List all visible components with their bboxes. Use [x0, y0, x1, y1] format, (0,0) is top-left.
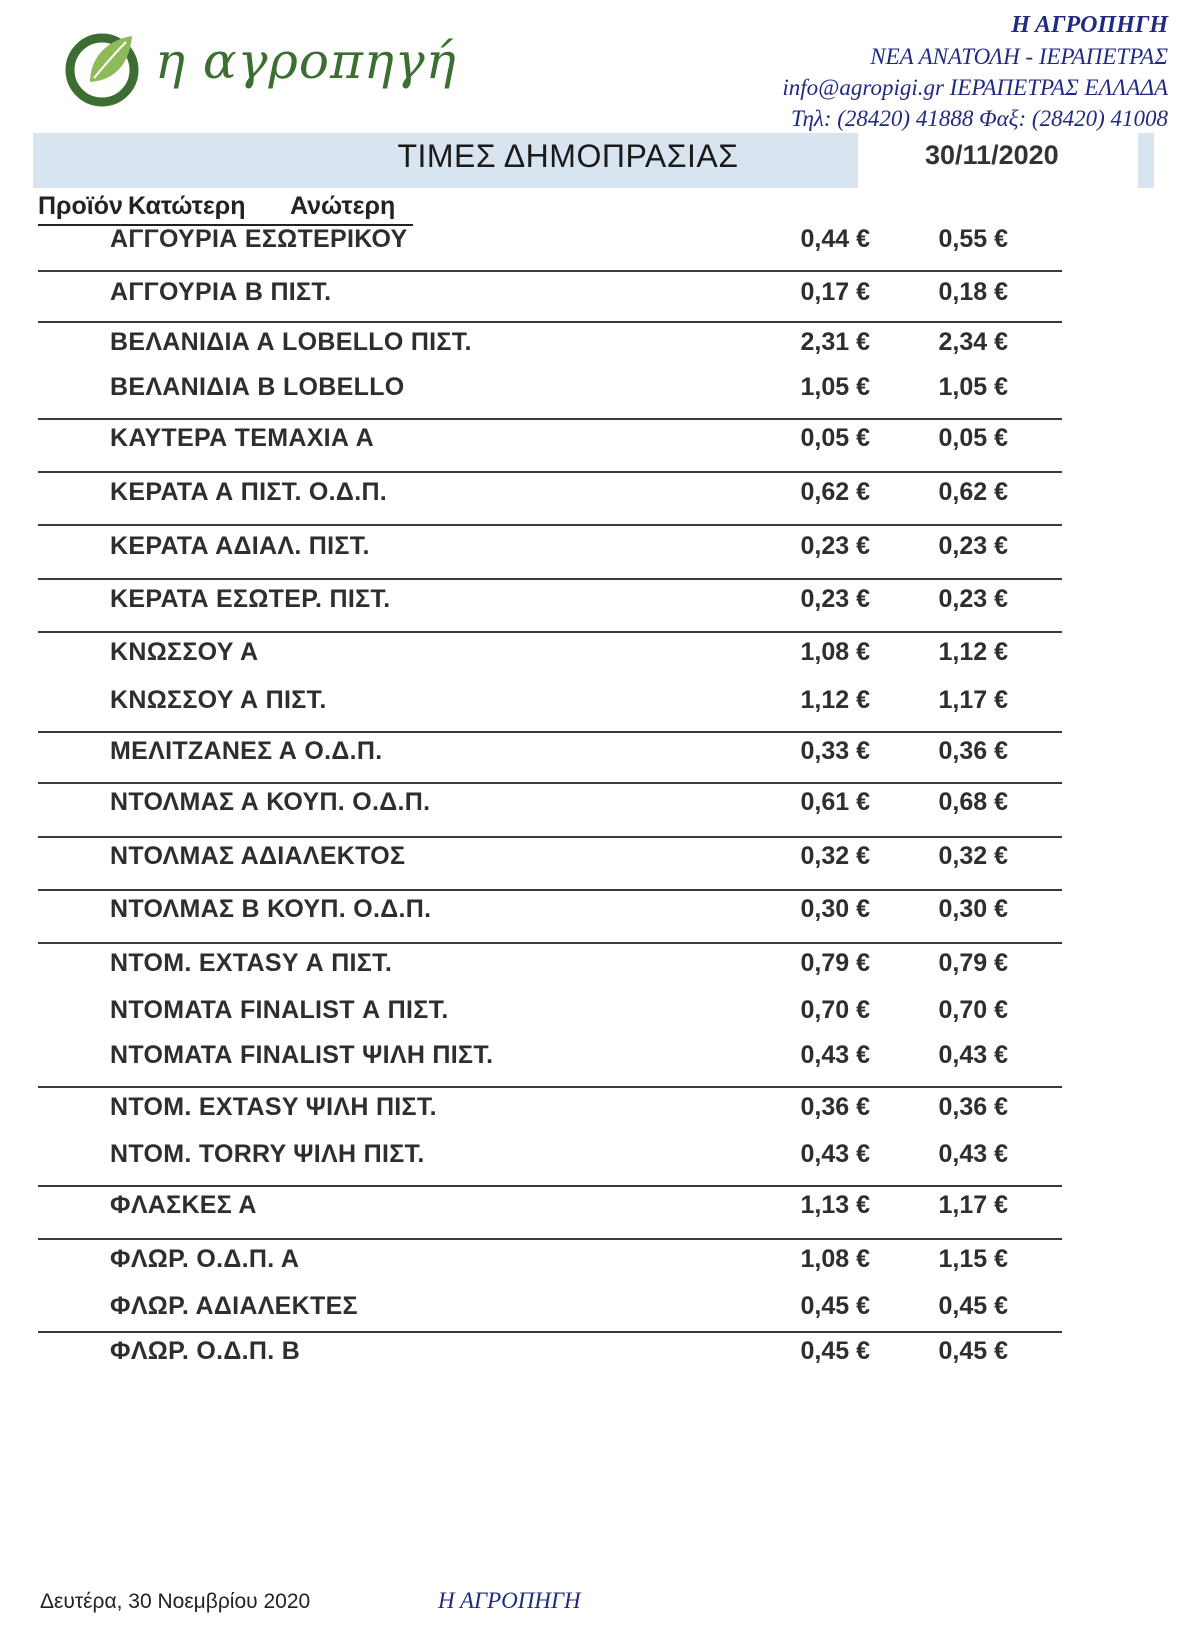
row-divider	[38, 471, 1062, 473]
price-low: 1,12 €	[800, 686, 870, 714]
price-low: 2,31 €	[800, 328, 870, 356]
price-high: 0,62 €	[938, 478, 1008, 506]
title-bar-end	[1138, 133, 1154, 188]
table-row	[0, 478, 1200, 508]
price-high: 0,32 €	[938, 842, 1008, 870]
row-divider	[38, 418, 1062, 420]
price-high: 0,43 €	[938, 1041, 1008, 1069]
price-high: 1,15 €	[938, 1245, 1008, 1273]
price-high: 0,05 €	[938, 424, 1008, 452]
row-divider	[38, 321, 1062, 323]
footer-company: Η ΑΓΡΟΠΗΓΗ	[438, 1588, 581, 1613]
footer-date: Δευτέρα, 30 Νοεμβρίου 2020	[40, 1590, 311, 1613]
price-low: 1,05 €	[800, 373, 870, 401]
price-low: 0,44 €	[800, 225, 870, 253]
table-row	[0, 585, 1200, 615]
table-row	[0, 1245, 1200, 1275]
product-name: ΑΓΓΟΥΡΙΑ ΕΣΩΤΕΡΙΚΟΥ	[110, 225, 408, 253]
table-row	[0, 1292, 1200, 1322]
product-name: ΝΤΟΛΜΑΣ ΑΔΙΑΛΕΚΤΟΣ	[110, 842, 406, 870]
product-name: ΚΑΥΤΕΡΑ ΤΕΜΑΧΙΑ Α	[110, 424, 374, 452]
company-phone: Τηλ: (28420) 41888 Φαξ: (28420) 41008	[790, 106, 1168, 131]
row-divider	[38, 270, 1062, 272]
price-high: 0,23 €	[938, 585, 1008, 613]
product-name: ΝΤΟΜΑΤΑ FINALIST ΨΙΛΗ ΠΙΣΤ.	[110, 1041, 494, 1069]
price-low: 0,30 €	[800, 895, 870, 923]
price-high: 0,36 €	[938, 1093, 1008, 1121]
header-high: Ανώτερη	[290, 192, 396, 220]
price-high: 1,17 €	[938, 1191, 1008, 1219]
product-name: ΚΝΩΣΣΟΥ Α	[110, 638, 259, 666]
price-high: 0,55 €	[938, 225, 1008, 253]
row-divider	[38, 1331, 1062, 1333]
price-high: 1,12 €	[938, 638, 1008, 666]
row-divider	[38, 836, 1062, 838]
table-row	[0, 1041, 1200, 1071]
company-info	[782, 10, 1168, 134]
product-name: ΝΤΟΜ. TORRY ΨΙΛΗ ΠΙΣΤ.	[110, 1140, 425, 1168]
column-headers	[38, 192, 413, 226]
price-high: 0,23 €	[938, 532, 1008, 560]
table-row	[0, 949, 1200, 979]
table-row	[0, 638, 1200, 668]
row-divider	[38, 731, 1062, 733]
price-low: 0,62 €	[800, 478, 870, 506]
table-row	[0, 225, 1200, 255]
price-low: 0,61 €	[800, 788, 870, 816]
table-row	[0, 788, 1200, 818]
product-name: ΚΕΡΑΤΑ ΑΔΙΑΛ. ΠΙΣΤ.	[110, 532, 370, 560]
price-low: 0,70 €	[800, 996, 870, 1024]
price-low: 0,36 €	[800, 1093, 870, 1121]
header-low: Κατώτερη	[128, 192, 246, 220]
table-row	[0, 278, 1200, 308]
table-row	[0, 996, 1200, 1026]
price-low: 0,05 €	[800, 424, 870, 452]
company-name: Η ΑΓΡΟΠΗΓΗ	[1011, 12, 1168, 38]
product-name: ΝΤΟΜΑΤΑ FINALIST Α ΠΙΣΤ.	[110, 996, 449, 1024]
price-low: 0,23 €	[800, 532, 870, 560]
product-name: ΚΕΡΑΤΑ ΕΣΩΤΕΡ. ΠΙΣΤ.	[110, 585, 391, 613]
table-row	[0, 532, 1200, 562]
product-name: ΝΤΟΛΜΑΣ Β ΚΟΥΠ. Ο.Δ.Π.	[110, 895, 432, 923]
row-divider	[38, 782, 1062, 784]
price-low: 0,43 €	[800, 1041, 870, 1069]
price-low: 0,45 €	[800, 1292, 870, 1320]
product-name: ΦΛΩΡ. ΑΔΙΑΛΕΚΤΕΣ	[110, 1292, 358, 1320]
price-high: 1,17 €	[938, 686, 1008, 714]
header-product: Προϊόν	[38, 192, 123, 220]
price-high: 0,36 €	[938, 737, 1008, 765]
price-high: 2,34 €	[938, 328, 1008, 356]
price-high: 0,68 €	[938, 788, 1008, 816]
product-name: ΜΕΛΙΤΖΑΝΕΣ Α Ο.Δ.Π.	[110, 737, 383, 765]
table-row	[0, 1191, 1200, 1221]
product-name: ΝΤΟΛΜΑΣ Α ΚΟΥΠ. Ο.Δ.Π.	[110, 788, 431, 816]
price-low: 1,13 €	[800, 1191, 870, 1219]
price-low: 0,17 €	[800, 278, 870, 306]
row-divider	[38, 942, 1062, 944]
price-high: 0,43 €	[938, 1140, 1008, 1168]
price-low: 0,33 €	[800, 737, 870, 765]
table-row	[0, 1337, 1200, 1367]
auction-date: 30/11/2020	[925, 140, 1059, 170]
leaf-logo-icon	[60, 22, 150, 112]
logo-wordmark: η αγροπηγή	[155, 32, 457, 90]
product-name: ΝΤΟΜ. EXTASY ΨΙΛΗ ΠΙΣΤ.	[110, 1093, 437, 1121]
price-high: 0,30 €	[938, 895, 1008, 923]
product-name: ΒΕΛΑΝΙΔΙΑ Β LOBELLO	[110, 373, 405, 401]
product-name: ΝΤΟΜ. EXTASY Α ΠΙΣΤ.	[110, 949, 393, 977]
product-name: ΚΕΡΑΤΑ Α ΠΙΣΤ. Ο.Δ.Π.	[110, 478, 388, 506]
row-divider	[38, 1086, 1062, 1088]
table-row	[0, 424, 1200, 454]
price-high: 0,79 €	[938, 949, 1008, 977]
company-logo	[60, 22, 457, 112]
price-low: 0,45 €	[800, 1337, 870, 1365]
page-title: ΤΙΜΕΣ ΔΗΜΟΠΡΑΣΙΑΣ	[397, 138, 739, 174]
price-high: 1,05 €	[938, 373, 1008, 401]
price-low: 1,08 €	[800, 1245, 870, 1273]
product-name: ΒΕΛΑΝΙΔΙΑ Α LOBELLO ΠΙΣΤ.	[110, 328, 472, 356]
product-name: ΑΓΓΟΥΡΙΑ Β ΠΙΣΤ.	[110, 278, 332, 306]
table-row	[0, 373, 1200, 403]
row-divider	[38, 1238, 1062, 1240]
table-row	[0, 328, 1200, 358]
row-divider	[38, 578, 1062, 580]
table-row	[0, 686, 1200, 716]
product-name: ΚΝΩΣΣΟΥ Α ΠΙΣΤ.	[110, 686, 327, 714]
product-name: ΦΛΑΣΚΕΣ Α	[110, 1191, 257, 1219]
price-high: 0,18 €	[938, 278, 1008, 306]
row-divider	[38, 524, 1062, 526]
price-low: 1,08 €	[800, 638, 870, 666]
row-divider	[38, 631, 1062, 633]
company-email[interactable]: info@agropigi.gr ΙΕΡΑΠΕΤΡΑΣ ΕΛΛΑΔΑ	[782, 75, 1168, 100]
product-name: ΦΛΩΡ. Ο.Δ.Π. Β	[110, 1337, 301, 1365]
price-low: 0,79 €	[800, 949, 870, 977]
product-name: ΦΛΩΡ. Ο.Δ.Π. Α	[110, 1245, 300, 1273]
price-low: 0,23 €	[800, 585, 870, 613]
price-high: 0,45 €	[938, 1292, 1008, 1320]
table-row	[0, 737, 1200, 767]
table-row	[0, 842, 1200, 872]
table-row	[0, 1140, 1200, 1170]
table-row	[0, 1093, 1200, 1123]
company-address: ΝΕΑ ΑΝΑΤΟΛΗ - ΙΕΡΑΠΕΤΡΑΣ	[870, 44, 1168, 69]
price-high: 0,70 €	[938, 996, 1008, 1024]
price-low: 0,32 €	[800, 842, 870, 870]
row-divider	[38, 889, 1062, 891]
table-row	[0, 895, 1200, 925]
price-high: 0,45 €	[938, 1337, 1008, 1365]
row-divider	[38, 1185, 1062, 1187]
price-low: 0,43 €	[800, 1140, 870, 1168]
